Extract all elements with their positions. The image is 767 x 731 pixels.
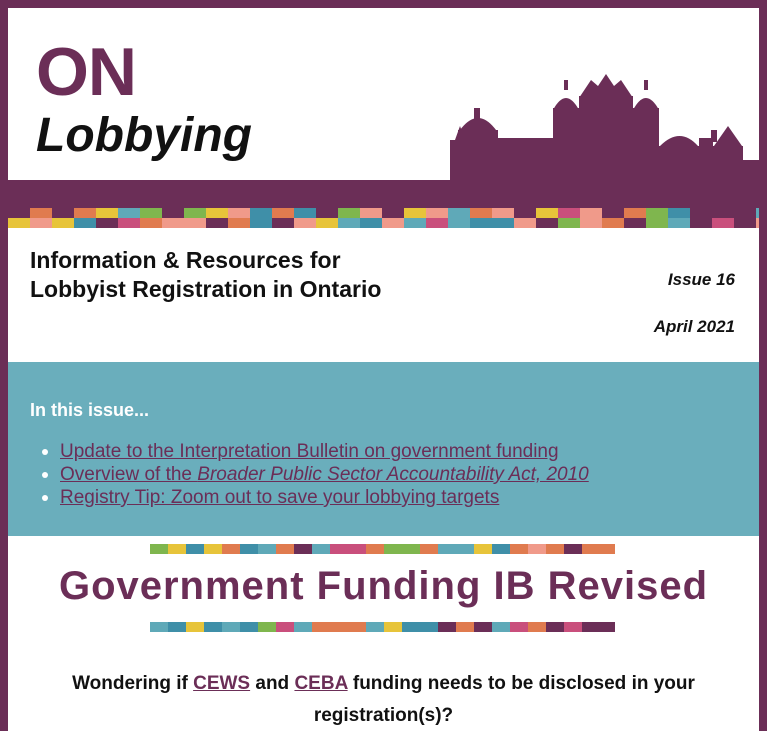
ceba-link[interactable]: CEBA [294,673,348,694]
banner-mosaic-top [150,544,615,554]
lead-text: and [250,673,295,694]
toc-link-text: Overview of the [60,464,198,485]
legislature-skyline-image [8,68,759,188]
toc-link-text: Registry Tip: Zoom out to save your lobbying targets [60,487,500,508]
masthead-mosaic-strip [8,208,759,228]
lead-paragraph [38,668,729,731]
toc-item [60,440,589,463]
toc-item [60,463,589,486]
toc-link-text: Update to the Interpretation Bulletin on government funding [60,441,559,462]
toc-item [60,486,589,509]
issue-number: Issue 16 [667,270,735,289]
masthead [8,8,759,228]
lead-text: Wondering if [72,673,194,694]
banner-mosaic-bottom [150,622,615,632]
bullet-icon [42,495,48,501]
title-block [8,228,759,362]
banner-title: Government Funding IB Revised [58,564,709,608]
issue-date: April 2021 [653,317,735,336]
in-this-issue-heading: In this issue... [30,400,150,420]
section-banner [8,536,759,636]
logo-on: ON [36,34,136,110]
masthead-band [8,180,759,210]
toc-link-interpretation-bulletin[interactable] [60,441,559,462]
lead-text: funding needs to be disclosed in your registration(s)? [313,673,695,726]
toc-link-registry-tip[interactable] [60,487,499,508]
newsletter-title: Information & Resources for Lobbyist Registration in Ontario [30,247,382,302]
cews-link[interactable]: CEWS [193,673,251,694]
bullet-icon [42,472,48,478]
toc-link-bpsaa-overview[interactable] [60,464,589,485]
toc-link-italic-text: Broader Public Sector Accountability Act, 2010 [197,464,589,485]
bullet-icon [42,449,48,455]
in-this-issue-section [8,362,759,536]
newsletter-frame [8,8,759,731]
toc-list [60,440,589,509]
logo-lobbying: Lobbying [36,109,252,162]
